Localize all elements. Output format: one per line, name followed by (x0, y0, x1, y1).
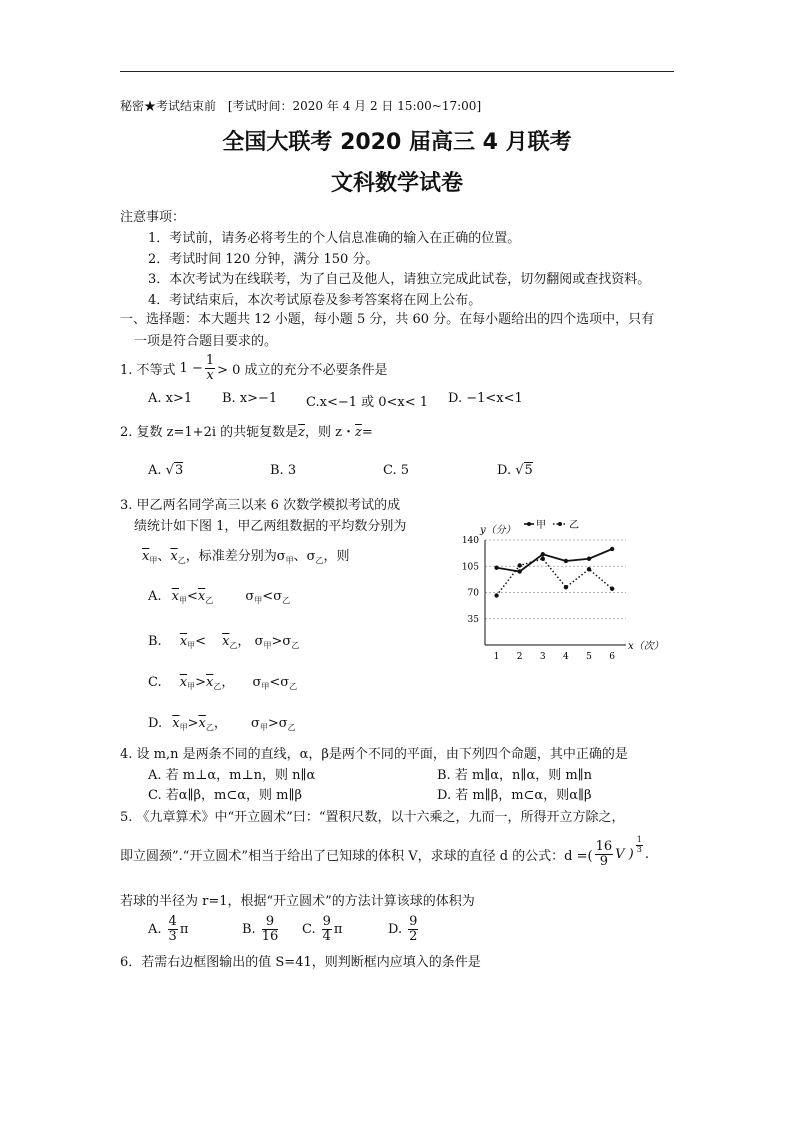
x-tick-label: 2 (516, 652, 523, 662)
relation: > (267, 716, 279, 731)
q2-option-d-value: 5 (524, 463, 533, 478)
xbar: $\overline{x}$ (197, 589, 206, 604)
sub-yi: 乙 (177, 556, 186, 565)
q3-sigma-text: ，标准差分别为σ (185, 549, 286, 564)
q3-option-a (148, 589, 290, 606)
question-5-line2 (120, 832, 649, 876)
q5-line2-text: 即立圆颈”.“开立圆术”相当于给出了已知球的体积 V，求球的直径 d 的公式：d =( (120, 848, 593, 864)
data-point-yi (517, 563, 521, 567)
q3-option-d-label: D. (148, 716, 163, 731)
q2-mid: ，则 z・ (305, 425, 355, 440)
sub-yi: 乙 (205, 596, 214, 605)
q3-option-b-label: B. (148, 634, 162, 649)
legend-label-yi: 乙 (569, 520, 579, 531)
sub-yi: 乙 (289, 682, 298, 691)
xbar: $\overline{x}$ (206, 675, 214, 690)
q4-option-c: C. 若α∥β，m⊂α，则 m∥β (148, 788, 303, 803)
q3-option-c: C. $\overline{x}_甲>\overline{x}_乙$， $\sigma_甲<\sigma_乙$ (148, 675, 298, 691)
notice-item: 3．本次考试为在线联考，为了自己及他人，请独立完成此试卷，切勿翻阅或查找资料。 (148, 272, 651, 287)
frac-den: 16 (261, 928, 279, 944)
sub-yi: 乙 (291, 641, 300, 650)
x-tick-label: 4 (563, 652, 569, 662)
score-line-chart (450, 510, 680, 670)
xbar: $\overline{x}$ (179, 634, 188, 649)
sub-jia: 甲 (263, 641, 272, 650)
x-tick-label: 1 (493, 652, 500, 662)
chart-legend (524, 519, 579, 531)
notice-item: 1．考试前，请务必将考生的个人信息准确的输入在正确的位置。 (148, 231, 521, 246)
secret-label: 秘密★考试结束前 (120, 99, 217, 113)
y-tick-label: 105 (461, 562, 479, 573)
q5-option-fraction (408, 915, 418, 943)
q5-option-label: C. (302, 921, 316, 937)
question-1-stem (120, 348, 388, 388)
sigma: σ (273, 589, 283, 604)
relation: < (269, 675, 281, 690)
q1-suffix: > 0 成立的充分不必要条件是 (217, 362, 388, 378)
q5-option-d (388, 911, 420, 947)
q2-zbar-2: $\overline{z}$ (354, 425, 362, 440)
q1-option-a: A. x>1 (148, 391, 193, 406)
sub-jia: 甲 (187, 682, 196, 691)
comma: 、 (157, 549, 171, 564)
sub-jia: 甲 (254, 596, 263, 605)
q4-option-b: B. 若 m∥α，n∥α，则 m∥n (437, 768, 593, 783)
question-5-line1: 5. 《九章算术》中“开立圆术”曰：“置积尺数，以十六乘之，九而一，所得开立方除之， (120, 810, 625, 825)
q4-option-d: D. 若 m∥β，m⊂α，则α∥β (437, 788, 592, 803)
xbar: $\overline{x}$ (179, 675, 188, 690)
question-3-line3 (142, 545, 349, 566)
q5-frac-den: 9 (599, 853, 609, 869)
frac-num: 9 (262, 915, 279, 930)
frac-den: 4 (322, 928, 331, 944)
question-2-stem (120, 421, 373, 440)
q5-option-fraction (262, 915, 279, 943)
q5-option-label: A. (148, 921, 162, 937)
frac-num: 4 (168, 913, 177, 929)
data-point-jia (517, 569, 521, 573)
y-tick-label: 140 (461, 536, 479, 546)
header-line (120, 97, 481, 114)
q5-option-a (148, 911, 188, 947)
question-4-stem: 4. 设 m,n 是两条不同的直线，α，β是两个不同的平面，由下列四个命题，其中正确的是 (120, 747, 628, 762)
q5-option-fraction (168, 915, 178, 943)
q2-prefix: 2. 复数 z=1+2i 的共轭复数是 (120, 425, 299, 440)
xbar-yi: $\overline{x}$ (170, 549, 178, 564)
x-tick-label: 5 (586, 652, 592, 662)
relation: > (271, 634, 283, 649)
q5-option-c (302, 911, 342, 947)
sigma: σ (250, 716, 260, 731)
q5-exp-den: 3 (636, 844, 642, 854)
relation: < (262, 589, 274, 604)
series-line-jia (497, 549, 613, 572)
q1-one: 1 − (179, 360, 203, 376)
sigma: σ (280, 675, 290, 690)
data-point-yi (541, 557, 545, 561)
data-point-yi (494, 593, 498, 597)
relation: > (187, 716, 199, 731)
sigma: σ (254, 634, 264, 649)
relation: < (187, 589, 198, 604)
q2-option-d-label: D. (497, 463, 512, 478)
q5-v: V ) (615, 846, 634, 862)
data-point-jia (587, 557, 591, 561)
paper-subtitle: 文科数学试卷 (330, 171, 463, 196)
sigma: σ (282, 634, 292, 649)
xbar: $\overline{x}$ (171, 589, 180, 604)
q3-option-d: D. $\overline{x}_甲>\overline{x}_乙$， $\sigma_甲>\sigma_乙$ (148, 716, 296, 732)
q2-zbar: $\overline{z}$ (298, 425, 305, 440)
q2-option-d: D. √5 (497, 463, 533, 478)
q5-dot: . (644, 846, 649, 862)
q4-option-a: A. 若 m⊥α，m⊥n，则 n∥α (148, 768, 316, 783)
q3-option-b: B. $\overline{x}_甲< \overline{x}_乙$， $\sigma_甲>\sigma_乙$ (148, 634, 300, 650)
q5-exponent (636, 836, 643, 854)
sub-jia: 甲 (259, 723, 268, 732)
frac-den: 3 (168, 928, 177, 944)
x-axis-label: x（次） (628, 641, 664, 652)
q2-option-c: C. 5 (383, 463, 410, 478)
notice-item: 4．考试结束后，本次考试原卷及参考答案将在网上公布。 (148, 293, 482, 308)
q5-frac-num: 16 (595, 838, 613, 854)
q5-option-label: D. (388, 921, 403, 937)
sub-jia: 甲 (261, 682, 270, 691)
legend-label-jia: 甲 (536, 520, 546, 531)
data-point-jia (610, 547, 614, 551)
question-3-line1: 3. 甲乙两名同学高三以来 6 次数学模拟考试的成 (120, 498, 401, 513)
xbar: $\overline{x}$ (222, 634, 230, 649)
legend-marker-yi (558, 522, 562, 526)
data-point-yi (564, 585, 568, 589)
data-point-jia (564, 559, 568, 563)
xbar-jia: $\overline{x}$ (142, 549, 150, 564)
y-axis-label: y（分） (480, 525, 516, 536)
q3-option-c-label: C. (148, 675, 162, 690)
sub-yi: 乙 (229, 641, 238, 650)
data-point-yi (587, 567, 591, 571)
sub-jia: 甲 (187, 641, 196, 650)
notice-heading: 注意事项： (120, 210, 186, 225)
data-point-jia (494, 566, 498, 570)
notice-item: 2．考试时间 120 分钟，满分 150 分。 (148, 252, 379, 267)
q1-option-b: B. x>−1 (222, 391, 278, 406)
q5-option-b (242, 911, 280, 947)
paper-title: 全国大联考 2020 届高三 4 月联考 (222, 130, 572, 155)
q2-suffix: = (361, 425, 373, 440)
frac-den: 2 (409, 928, 418, 944)
q2-option-a: A. √3 (148, 463, 184, 478)
q1-prefix: 1. 不等式 (120, 362, 176, 378)
q5-option-fraction (322, 915, 332, 943)
sub-jia: 甲 (179, 723, 188, 732)
q5-exp-num: 1 (636, 835, 642, 845)
y-tick-label: 70 (467, 588, 479, 599)
sigma: σ (306, 549, 316, 564)
q1-frac-num: 1 (205, 352, 215, 368)
q3-end: ，则 (323, 549, 350, 564)
data-point-jia (541, 552, 545, 556)
sub-yi-2: 乙 (315, 556, 324, 565)
relation: < (195, 634, 207, 649)
section-heading-cont: 一项是符合题目要求的。 (134, 334, 278, 349)
sub-yi: 乙 (213, 682, 222, 691)
sigma: σ (245, 589, 255, 604)
q3-option-a-label: A. (148, 589, 162, 604)
q5-option-tail: π (333, 921, 343, 937)
q1-fraction (205, 354, 215, 382)
question-3-line2: 绩统计如下图 1，甲乙两组数据的平均数分别为 (134, 519, 407, 534)
legend-marker-jia (527, 522, 531, 526)
sub-jia: 甲 (149, 556, 158, 565)
sub-yi: 乙 (287, 723, 296, 732)
comma-2: 、 (293, 549, 307, 564)
data-point-yi (610, 587, 614, 591)
q2-option-a-value: 3 (174, 463, 184, 478)
q2-option-a-label: A. (148, 463, 162, 478)
question-6-stem: 6．若需右边框图输出的值 S=41，则判断框内应填入的条件是 (120, 955, 481, 970)
q1-frac-den: x (206, 367, 214, 383)
frac-num: 9 (409, 913, 418, 929)
sigma: σ (252, 675, 262, 690)
q5-fraction (595, 840, 614, 868)
q1-option-d: D. −1<x<1 (448, 391, 523, 406)
y-tick-label: 35 (467, 614, 479, 625)
series-line-yi (497, 559, 613, 596)
sigma: σ (278, 716, 288, 731)
question-5-line3: 若球的半径为 r=1，根据“开立圆术”的方法计算该球的体积为 (120, 894, 475, 909)
sub-jia-2: 甲 (285, 556, 294, 565)
frac-num: 9 (322, 913, 331, 929)
xbar: $\overline{x}$ (198, 716, 206, 731)
sub-yi: 乙 (282, 596, 291, 605)
exam-time: [考试时间：2020 年 4 月 2 日 15:00~17:00] (227, 99, 482, 113)
x-tick-label: 3 (539, 652, 546, 662)
section-heading: 一、选择题：本大题共 12 小题，每小题 5 分，共 60 分。在每小题给出的四个选项中，只有 (120, 312, 655, 327)
header-rule (120, 71, 674, 72)
sub-jia: 甲 (179, 596, 188, 605)
q5-option-tail: π (179, 921, 189, 937)
q2-option-b: B. 3 (270, 463, 297, 478)
q5-option-label: B. (242, 921, 256, 937)
sub-yi: 乙 (205, 723, 214, 732)
q1-option-c: C.x<−1 或 0<x< 1 (306, 395, 429, 410)
x-tick-label: 6 (609, 652, 615, 662)
relation: > (195, 675, 207, 690)
xbar: $\overline{x}$ (172, 716, 180, 731)
